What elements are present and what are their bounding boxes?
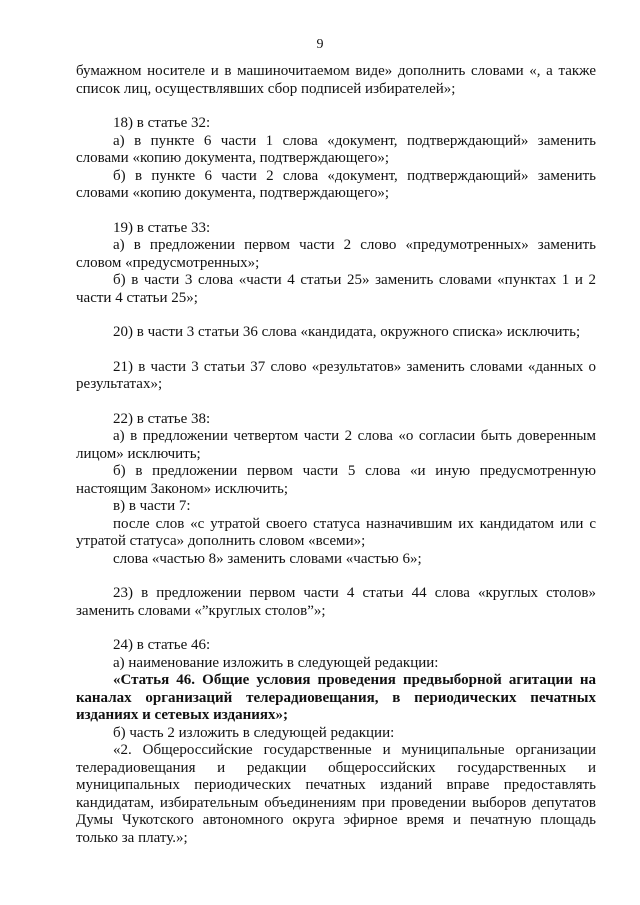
text-line: б) в части 3 слова «части 4 статьи 25» заменить словами «пунктах 1 и 2 — [113, 272, 596, 288]
paragraph-spacer — [76, 307, 596, 324]
text-line: муниципальных периодических печатных изданий вправе предоставлять — [76, 777, 596, 793]
text-line: 23) в предложении первом части 4 статьи 44 слова «круглых столов» — [113, 585, 596, 601]
text-line: словами «копию документа, подтверждающего»; — [76, 185, 390, 201]
text-line: Думы Чукотского автономного округа эфирное время и печатную площадь — [76, 812, 596, 828]
text-line: результатах»; — [76, 376, 163, 392]
paragraph-spacer — [76, 620, 596, 637]
text-line: части 4 статьи 25»; — [76, 289, 198, 306]
paragraph-spacer — [76, 568, 596, 585]
text-line: 22) в статье 38: — [113, 410, 211, 427]
text-line: а) в предложении четвертом части 2 слова «о согласии быть доверенным — [113, 428, 596, 444]
text-line: список лиц, осуществлявших сбор подписей избирателей»; — [76, 80, 456, 97]
text-line: а) наименование изложить в следующей редакции: — [113, 654, 439, 671]
text-line: а) в предложении первом части 2 слово «предумотренных» заменить — [113, 237, 596, 253]
paragraph-spacer — [76, 394, 596, 411]
text-line: б) в предложении первом части 5 слова «и иную предусмотренную — [113, 463, 596, 479]
text-line: а) в пункте 6 части 1 слова «документ, подтверждающий» заменить — [113, 132, 596, 149]
text-line: словом «предусмотренных»; — [76, 254, 260, 271]
text-line: каналах организаций телерадиовещания, в периодических печатных — [76, 689, 596, 706]
text-line: только за плату.»; — [76, 829, 188, 846]
text-line: б) часть 2 изложить в следующей редакции: — [113, 724, 395, 741]
text-line: бумажном носителе и в машиночитаемом виде» дополнить словами «, а также — [76, 63, 596, 79]
text-line: кандидатам, избирательным объединениям при проведении выборов депутатов — [76, 794, 596, 811]
paragraph-spacer — [76, 203, 596, 220]
paragraph-spacer — [76, 342, 596, 359]
paragraph-spacer — [76, 98, 596, 115]
page-number: 9 — [316, 37, 324, 52]
text-line: 21) в части 3 статьи 37 слово «результатов» заменить словами «данных о — [113, 358, 596, 375]
text-line: 24) в статье 46: — [113, 637, 211, 653]
text-line: «Статья 46. Общие условия проведения предвыборной агитации на — [113, 672, 596, 688]
document-body — [76, 63, 596, 847]
text-line: заменить словами «”круглых столов”»; — [76, 602, 326, 619]
text-line: настоящим Законом» исключить; — [76, 480, 289, 497]
text-line: слова «частью 8» заменить словами «частью 6»; — [113, 550, 422, 567]
text-line: телерадиовещания и редакции общероссийских государственных и — [76, 759, 596, 776]
text-line: 18) в статье 32: — [113, 115, 211, 131]
text-line: «2. Общероссийские государственные и муниципальные организации — [113, 742, 596, 758]
text-line: после слов «с утратой своего статуса назначившим их кандидатом или с — [113, 515, 596, 532]
text-line: лицом» исключить; — [76, 445, 201, 462]
text-line: 19) в статье 33: — [113, 219, 211, 236]
text-line: 20) в части 3 статьи 36 слова «кандидата, окружного списка» исключить; — [113, 324, 581, 340]
text-line: в) в части 7: — [113, 498, 191, 514]
text-line: изданиях и сетевых изданиях»; — [76, 707, 288, 723]
text-line: б) в пункте 6 части 2 слова «документ, подтверждающий» заменить — [113, 167, 596, 184]
text-line: словами «копию документа, подтверждающего»; — [76, 150, 390, 166]
text-line: утратой статуса» дополнить словом «всеми»; — [76, 533, 366, 549]
